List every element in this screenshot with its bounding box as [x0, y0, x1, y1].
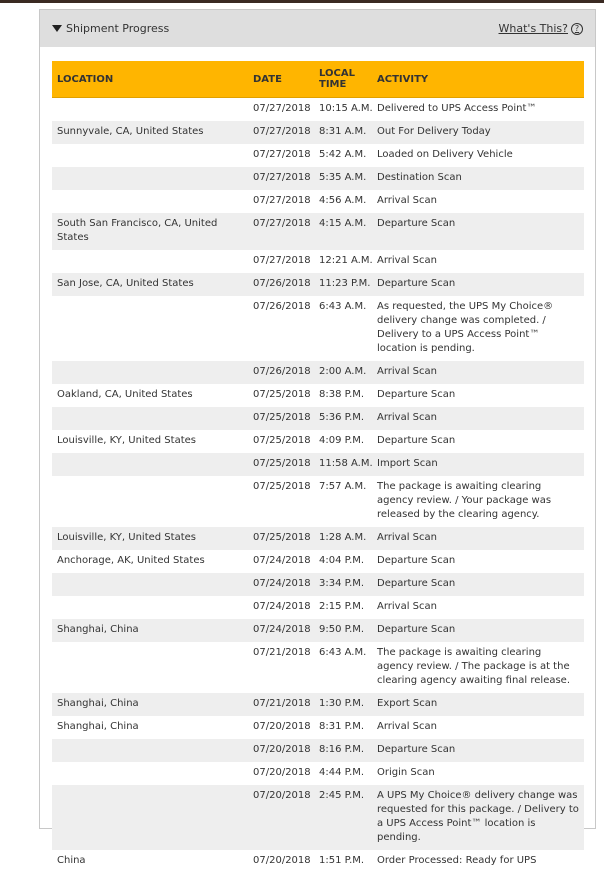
cell-time: 10:15 A.M. — [319, 103, 373, 114]
cell-time: 7:57 A.M. — [319, 481, 367, 492]
table-row — [52, 596, 584, 619]
header-activity: ACTIVITY — [372, 61, 584, 98]
cell-location — [52, 361, 248, 384]
cell-activity: Departure Scan — [372, 213, 584, 250]
table-row — [52, 550, 584, 573]
cell-date: 07/24/2018 — [248, 573, 314, 596]
cell-location — [52, 453, 248, 476]
cell-activity: Arrival Scan — [372, 407, 584, 430]
table-row — [52, 785, 584, 850]
cell-date: 07/20/2018 — [253, 721, 311, 732]
cell-date: 07/27/2018 — [253, 103, 311, 114]
cell-location — [52, 642, 248, 693]
cell-date: 07/25/2018 — [253, 481, 311, 492]
table-row — [52, 121, 584, 144]
cell-date: 07/25/2018 — [253, 435, 311, 446]
cell-date: 07/26/2018 — [248, 361, 314, 384]
cell-location: Louisville, KY, United States — [52, 527, 248, 550]
cell-activity: The package is awaiting clearing agency review. / The package is at the clearing agency awaiting final release. — [377, 647, 571, 686]
cell-date: 07/24/2018 — [253, 601, 311, 612]
table-row — [52, 384, 584, 407]
table-row — [52, 407, 584, 430]
cell-activity: Origin Scan — [377, 767, 435, 778]
cell-location: South San Francisco, CA, United States — [52, 213, 248, 250]
cell-time: 9:50 P.M. — [314, 619, 372, 642]
cell-time: 8:38 P.M. — [319, 389, 365, 400]
table-row — [52, 273, 584, 296]
cell-location — [52, 785, 248, 850]
cell-location — [52, 573, 248, 596]
cell-location — [52, 407, 248, 430]
cell-date: 07/27/2018 — [253, 149, 311, 160]
help-circle-icon: ? — [571, 23, 583, 35]
top-border — [0, 0, 604, 3]
cell-time: 4:56 A.M. — [319, 195, 367, 206]
cell-time: 1:28 A.M. — [314, 527, 372, 550]
cell-time: 4:44 P.M. — [319, 767, 365, 778]
table-row — [52, 167, 584, 190]
cell-time: 12:21 A.M. — [319, 255, 373, 266]
cell-activity: Departure Scan — [377, 555, 456, 566]
cell-activity: Departure Scan — [372, 739, 584, 762]
cell-time: 6:43 A.M. — [319, 301, 367, 312]
cell-activity: Arrival Scan — [377, 195, 437, 206]
cell-time: 5:42 A.M. — [319, 149, 367, 160]
table-row — [52, 739, 584, 762]
cell-location — [52, 476, 248, 527]
cell-date: 07/25/2018 — [248, 407, 314, 430]
table-row — [52, 361, 584, 384]
cell-date: 07/20/2018 — [253, 767, 311, 778]
cell-activity: As requested, the UPS My Choice® delivery change was completed. / Delivery to a UPS Access Point™ location is pending. — [377, 301, 554, 354]
cell-time: 1:30 P.M. — [314, 693, 372, 716]
cell-date: 07/20/2018 — [248, 739, 314, 762]
cell-location — [52, 762, 248, 785]
shipment-progress-panel — [39, 9, 596, 866]
panel-title: Shipment Progress — [66, 22, 170, 35]
cell-time: 4:04 P.M. — [319, 555, 365, 566]
cell-activity: Arrival Scan — [372, 361, 584, 384]
cell-time: 8:31 P.M. — [319, 721, 365, 732]
cell-time: 5:35 A.M. — [314, 167, 372, 190]
table-row — [52, 476, 584, 527]
caret-down-icon — [52, 25, 62, 32]
cell-date: 07/27/2018 — [248, 167, 314, 190]
cell-location: Shanghai, China — [52, 693, 248, 716]
table-row — [52, 213, 584, 250]
table-row — [52, 190, 584, 213]
cell-location: China — [57, 855, 86, 866]
cell-date: 07/25/2018 — [248, 527, 314, 550]
cell-location — [52, 296, 248, 361]
cell-location: Oakland, CA, United States — [57, 389, 193, 400]
shipment-progress-toggle[interactable] — [52, 22, 169, 35]
cell-activity: Delivered to UPS Access Point™ — [377, 103, 537, 114]
cell-location — [52, 190, 248, 213]
cell-time: 2:45 P.M. — [314, 785, 372, 850]
table-row — [52, 850, 584, 873]
cell-date: 07/26/2018 — [253, 301, 311, 312]
cell-activity: Departure Scan — [372, 573, 584, 596]
cell-time: 3:34 P.M. — [314, 573, 372, 596]
cell-activity: Order Processed: Ready for UPS — [377, 855, 537, 866]
cell-date: 07/27/2018 — [253, 255, 311, 266]
cell-activity: Departure Scan — [377, 435, 456, 446]
cell-location: San Jose, CA, United States — [52, 273, 248, 296]
cell-location: Sunnyvale, CA, United States — [52, 121, 248, 144]
header-date: DATE — [248, 61, 314, 98]
cell-date: 07/25/2018 — [253, 389, 311, 400]
table-row — [52, 250, 584, 273]
cell-date: 07/26/2018 — [248, 273, 314, 296]
table-row — [52, 693, 584, 716]
cell-date: 07/25/2018 — [248, 453, 314, 476]
cell-location — [52, 144, 248, 167]
cell-activity: The package is awaiting clearing agency review. / Your package was released by the clearing agency. — [377, 481, 552, 520]
whats-this-label: What's This? — [498, 22, 568, 35]
table-row — [52, 716, 584, 739]
panel-header — [40, 9, 595, 47]
cell-activity: Departure Scan — [372, 273, 584, 296]
table-row — [52, 619, 584, 642]
cell-activity: Arrival Scan — [372, 527, 584, 550]
table-row — [52, 527, 584, 550]
cell-location: Anchorage, AK, United States — [57, 555, 205, 566]
cell-activity: Departure Scan — [377, 389, 456, 400]
cell-date: 07/24/2018 — [253, 555, 311, 566]
cell-location: Shanghai, China — [57, 721, 139, 732]
cell-activity: Arrival Scan — [377, 601, 437, 612]
cell-time: 2:15 P.M. — [319, 601, 365, 612]
cell-time: 1:51 P.M. — [319, 855, 365, 866]
cell-date: 07/20/2018 — [248, 785, 314, 850]
cell-date: 07/21/2018 — [253, 647, 311, 658]
cell-activity: Import Scan — [372, 453, 584, 476]
cell-time: 4:15 A.M. — [314, 213, 372, 250]
cell-activity: Loaded on Delivery Vehicle — [377, 149, 513, 160]
cell-location: Louisville, KY, United States — [57, 435, 196, 446]
cell-date: 07/27/2018 — [248, 121, 314, 144]
shipment-progress-table — [52, 61, 584, 873]
table-header-row — [52, 61, 584, 98]
table-row — [52, 296, 584, 361]
cell-location — [52, 596, 248, 619]
cell-time: 8:16 P.M. — [314, 739, 372, 762]
cell-time: 2:00 A.M. — [314, 361, 372, 384]
cell-location — [52, 167, 248, 190]
cell-date: 07/21/2018 — [248, 693, 314, 716]
cell-activity: Arrival Scan — [377, 255, 437, 266]
cell-time: 11:23 P.M. — [314, 273, 372, 296]
cell-activity: A UPS My Choice® delivery change was requested for this package. / Delivery to a UPS Access Point™ location is pending. — [372, 785, 584, 850]
cell-activity: Out For Delivery Today — [372, 121, 584, 144]
cell-activity: Departure Scan — [372, 619, 584, 642]
cell-date: 07/20/2018 — [253, 855, 311, 866]
cell-date: 07/27/2018 — [248, 213, 314, 250]
whats-this-link[interactable] — [499, 22, 583, 35]
table-row — [52, 573, 584, 596]
cell-location — [52, 98, 248, 122]
header-location: LOCATION — [52, 61, 248, 98]
cell-time: 4:09 P.M. — [319, 435, 365, 446]
cell-activity: Destination Scan — [372, 167, 584, 190]
cell-location — [52, 250, 248, 273]
cell-location: Shanghai, China — [52, 619, 248, 642]
table-row — [52, 453, 584, 476]
cell-time: 6:43 A.M. — [319, 647, 367, 658]
cell-time: 11:58 A.M. — [314, 453, 372, 476]
cell-time: 5:36 P.M. — [314, 407, 372, 430]
table-row — [52, 430, 584, 453]
cell-activity: Arrival Scan — [377, 721, 437, 732]
table-row — [52, 762, 584, 785]
cell-location — [52, 739, 248, 762]
cell-activity: Export Scan — [372, 693, 584, 716]
cell-date: 07/27/2018 — [253, 195, 311, 206]
table-row — [52, 98, 584, 122]
table-row — [52, 144, 584, 167]
cell-time: 8:31 A.M. — [314, 121, 372, 144]
header-local-time: LOCAL TIME — [314, 61, 372, 98]
cell-date: 07/24/2018 — [248, 619, 314, 642]
table-row — [52, 642, 584, 693]
